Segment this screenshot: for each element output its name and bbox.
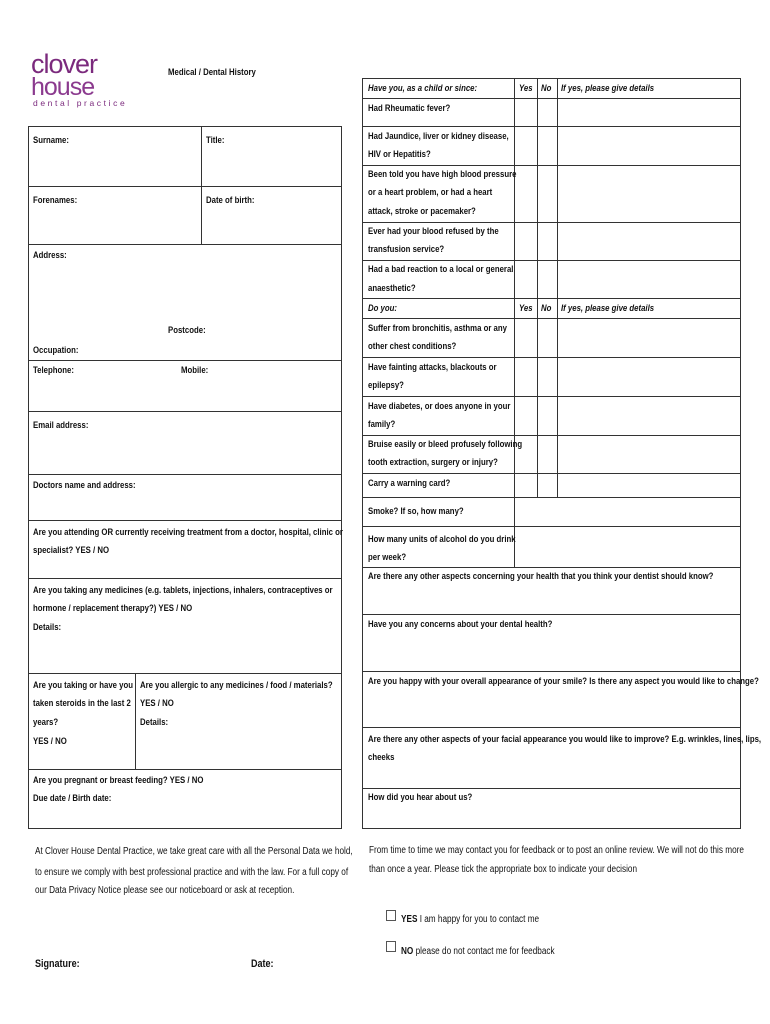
privacy-line-1: At Clover House Dental Practice, we take great care with all the Personal Data we hold, [35,846,353,857]
medicines-q-1: Are you taking any medicines (e.g. tablets, injections, inhalers, contraceptives or [33,585,333,596]
header1-yes: Yes [519,83,533,94]
contact-no-checkbox[interactable] [386,941,396,952]
steroids-q-1: Are you taking or have you [33,680,134,691]
title-label: Title: [206,135,225,146]
postcode-label: Postcode: [168,325,206,336]
allergic-q-1: Are you allergic to any medicines / food / materials? [140,680,333,691]
q-facial-2: cheeks [368,752,395,763]
q-chest-1: Suffer from bronchitis, asthma or any [368,323,507,334]
pregnant-q-1: Are you pregnant or breast feeding? YES / NO [33,775,204,786]
date-label: Date: [251,958,274,970]
attending-q-2: specialist? YES / NO [33,545,110,556]
allergic-q-2: YES / NO [140,698,174,709]
email-label: Email address: [33,420,89,431]
steroids-q-4: YES / NO [33,736,67,747]
mobile-label: Mobile: [181,365,209,376]
dob-label: Date of birth: [206,195,255,206]
medicines-q-2: hormone / replacement therapy?) YES / NO [33,603,193,614]
q-jaundice-1: Had Jaundice, liver or kidney disease, [368,131,509,142]
address-label: Address: [33,250,67,261]
q-smile: Are you happy with your overall appearance of your smile? Is there any aspect you would like to change? [368,676,759,687]
doctors-label: Doctors name and address: [33,480,136,491]
q-alcohol-1: How many units of alcohol do you drink [368,534,516,545]
contact-no-label: NO please do not contact me for feedback [401,946,555,957]
medicines-q-3: Details: [33,622,62,633]
header2-no: No [541,303,552,314]
q-faint-2: epilepsy? [368,380,404,391]
q-bruise-1: Bruise easily or bleed profusely following [368,439,523,450]
header2-details: If yes, please give details [561,303,655,314]
form-title: Medical / Dental History [168,67,256,78]
q-other-health: Are there any other aspects concerning your health that you think your dentist should know? [368,571,714,582]
q-diab-1: Have diabetes, or does anyone in your [368,401,511,412]
header1-details: If yes, please give details [561,83,655,94]
surname-label: Surname: [33,135,69,146]
q-alcohol-2: per week? [368,552,407,563]
q-rheumatic: Had Rheumatic fever? [368,103,451,114]
header2-yes: Yes [519,303,533,314]
q-jaundice-2: HIV or Hepatitis? [368,149,431,160]
logo-house: house [31,73,95,101]
q-blood-1: Ever had your blood refused by the [368,226,499,237]
allergic-q-3: Details: [140,717,169,728]
steroids-q-2: taken steroids in the last 2 [33,698,131,709]
q-hear: How did you hear about us? [368,792,473,803]
q-card: Carry a warning card? [368,478,451,489]
header1-no: No [541,83,552,94]
q-faint-1: Have fainting attacks, blackouts or [368,362,497,373]
q-dental-health: Have you any concerns about your dental health? [368,619,553,630]
forenames-label: Forenames: [33,195,78,206]
q-bp-2: or a heart problem, or had a heart [368,187,493,198]
pregnant-q-2: Due date / Birth date: [33,793,112,804]
q-bruise-2: tooth extraction, surgery or injury? [368,457,498,468]
q-blood-2: transfusion service? [368,244,445,255]
q-facial-1: Are there any other aspects of your facial appearance you would like to improve? E.g. wrinkles, lines, lips, [368,734,762,745]
steroids-q-3: years? [33,717,59,728]
q-bp-1: Been told you have high blood pressure [368,169,517,180]
logo-tagline: dental practice [33,98,128,108]
signature-label: Signature: [35,958,80,970]
contact-yes-label: YES I am happy for you to contact me [401,914,540,925]
contact-line-1: From time to time we may contact you for feedback or to post an online review. We will not do this more [369,845,744,856]
contact-line-2: than once a year. Please tick the appropriate box to indicate your decision [369,864,638,875]
attending-q-1: Are you attending OR currently receiving treatment from a doctor, hospital, clinic or [33,527,343,538]
q-chest-2: other chest conditions? [368,341,457,352]
q-diab-2: family? [368,419,396,430]
q-smoke: Smoke? If so, how many? [368,506,464,517]
privacy-line-3: our Data Privacy Notice please see our noticeboard or ask at reception. [35,885,295,896]
logo-clover: clover [31,49,98,79]
telephone-label: Telephone: [33,365,74,376]
privacy-line-2: to ensure we comply with best professional practice and with the law. For a full copy of [35,867,349,878]
q-anaes-1: Had a bad reaction to a local or general [368,264,514,275]
header2-question: Do you: [368,303,397,314]
q-bp-3: attack, stroke or pacemaker? [368,206,476,217]
header1-question: Have you, as a child or since: [368,83,478,94]
contact-yes-checkbox[interactable] [386,910,396,921]
q-anaes-2: anaesthetic? [368,283,416,294]
occupation-label: Occupation: [33,345,79,356]
